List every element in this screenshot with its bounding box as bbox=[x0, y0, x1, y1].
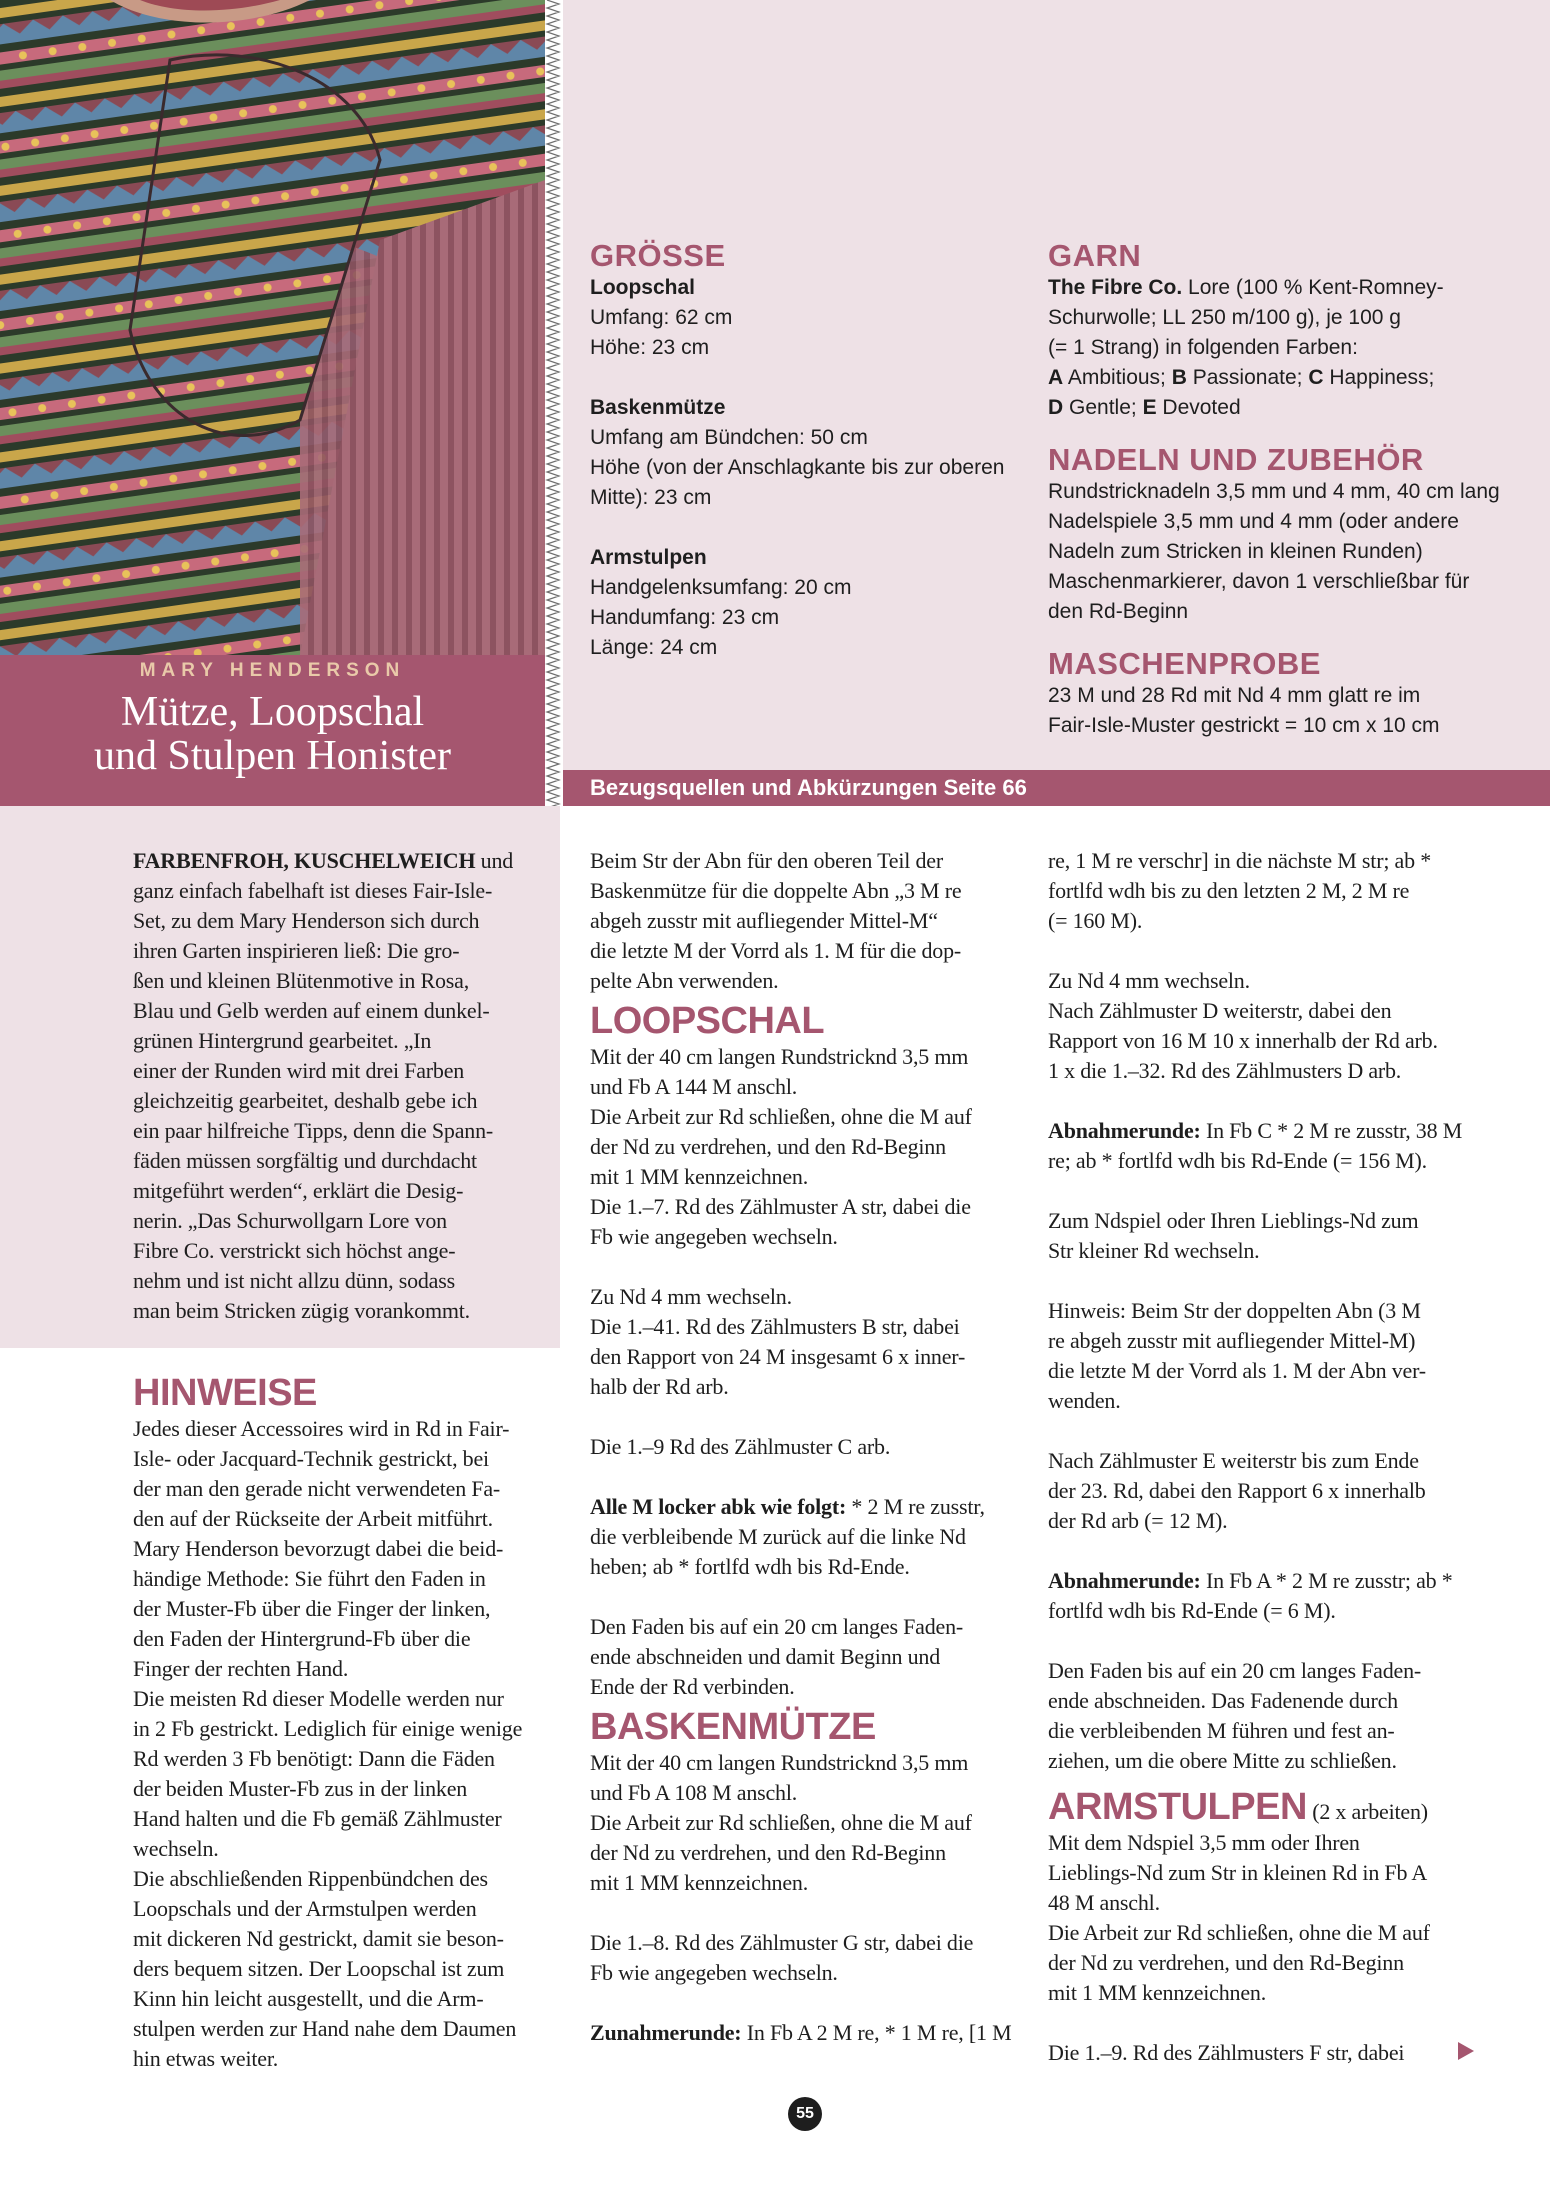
needles-line: Nadeln zum Stricken in kleinen Runden) bbox=[1048, 540, 1423, 563]
cowl-heading: LOOPSCHAL bbox=[590, 1000, 825, 1042]
bindoff-label: Alle M locker abk wie folgt: bbox=[590, 1494, 847, 1519]
color-code: D bbox=[1048, 396, 1064, 419]
cowl-line: die verbleibende M zurück auf die linke Nd bbox=[590, 1524, 966, 1549]
notes-line: der man den gerade nicht verwendeten Fa- bbox=[133, 1476, 501, 1501]
hat-note-line: Baskenmütze für die doppelte Abn „3 M re bbox=[590, 878, 962, 903]
beret-heading: BASKENMÜTZE bbox=[590, 1706, 876, 1748]
page-number: 55 bbox=[788, 2097, 822, 2131]
hat-note-line: Beim Str der Abn für den oberen Teil der bbox=[590, 848, 943, 873]
zigzag-edge bbox=[545, 0, 563, 806]
beret-line: Die Arbeit zur Rd schließen, ohne die M auf bbox=[590, 1810, 972, 1835]
size-hat-label: Baskenmütze bbox=[590, 396, 726, 419]
color-name: Devoted bbox=[1156, 396, 1241, 419]
title-line-2: und Stulpen Honister bbox=[94, 733, 451, 779]
color-code: B bbox=[1171, 366, 1187, 389]
beret-line: Str kleiner Rd wechseln. bbox=[1048, 1238, 1260, 1263]
notes-line: Die abschließenden Rippenbündchen des bbox=[133, 1866, 488, 1891]
size-hat-line: Höhe (von der Anschlagkante bis zur oberen bbox=[590, 456, 1005, 479]
cowl-line: der Nd zu verdrehen, und den Rd-Beginn bbox=[590, 1134, 946, 1159]
needles-line: Rundstricknadeln 3,5 mm und 4 mm, 40 cm lang bbox=[1048, 480, 1500, 503]
armwarmers-heading-row bbox=[1048, 1786, 1498, 1828]
beret-line: der Rd arb (= 12 M). bbox=[1048, 1508, 1228, 1533]
intro-line: einer der Runden wird mit drei Farben bbox=[133, 1058, 465, 1083]
continue-arrow-icon bbox=[1458, 2042, 1474, 2060]
notes-line: Die meisten Rd dieser Modelle werden nur bbox=[133, 1686, 504, 1711]
beret-line: fortlfd wdh bis Rd-Ende (= 6 M). bbox=[1048, 1598, 1336, 1623]
intro-line: mitgeführt werden“, erklärt die Desig- bbox=[133, 1178, 464, 1203]
needles-line: Maschenmarkierer, davon 1 verschließbar für bbox=[1048, 570, 1470, 593]
intro-line: und bbox=[475, 848, 514, 873]
intro-line: Set, zu dem Mary Henderson sich durch bbox=[133, 908, 480, 933]
armwarmers-note: (2 x arbeiten) bbox=[1306, 1799, 1428, 1824]
intro-line: grünen Hintergrund gearbeitet. „In bbox=[133, 1028, 432, 1053]
intro-line: ein paar hilfreiche Tipps, denn die Spann- bbox=[133, 1118, 494, 1143]
size-loop-label: Loopschal bbox=[590, 276, 696, 299]
notes-line: hin etwas weiter. bbox=[133, 2046, 279, 2071]
intro-line: nehm und ist nicht allzu dünn, sodass bbox=[133, 1268, 455, 1293]
armwarmers-line: mit 1 MM kennzeichnen. bbox=[1048, 1980, 1266, 2005]
needles-line: den Rd-Beginn bbox=[1048, 600, 1189, 623]
beret-line: Zum Ndspiel oder Ihren Lieblings-Nd zum bbox=[1048, 1208, 1419, 1233]
cowl-line: ende abschneiden und damit Beginn und bbox=[590, 1644, 941, 1669]
notes-line: mit dickeren Nd gestrickt, damit sie beson- bbox=[133, 1926, 504, 1951]
beret-line: ziehen, um die obere Mitte zu schließen. bbox=[1048, 1748, 1397, 1773]
beret-line: die letzte M der Vorrd als 1. M der Abn ver- bbox=[1048, 1358, 1426, 1383]
cowl-line: Fb wie angegeben wechseln. bbox=[590, 1224, 838, 1249]
notes-section bbox=[133, 1372, 563, 2074]
color-code: A bbox=[1048, 366, 1064, 389]
yarn-line: Lore (100 % Kent-Romney- bbox=[1182, 276, 1444, 299]
decrease-label: Abnahmerunde: bbox=[1048, 1118, 1201, 1143]
notes-line: ders bequem sitzen. Der Loopschal ist zum bbox=[133, 1956, 505, 1981]
cowl-line: Mit der 40 cm langen Rundstricknd 3,5 mm bbox=[590, 1044, 969, 1069]
size-cuffs-line: Handumfang: 23 cm bbox=[590, 606, 780, 629]
beret-line: Rapport von 16 M 10 x innerhalb der Rd arb. bbox=[1048, 1028, 1438, 1053]
beret-line: der 23. Rd, dabei den Rapport 6 x innerhalb bbox=[1048, 1478, 1426, 1503]
beret-line: In Fb C * 2 M re zusstr, 38 M bbox=[1200, 1118, 1463, 1143]
beret-line: Hinweis: Beim Str der doppelten Abn (3 M bbox=[1048, 1298, 1421, 1323]
notes-line: Loopschals und der Armstulpen werden bbox=[133, 1896, 477, 1921]
gauge-line: Fair-Isle-Muster gestrickt = 10 cm x 10 cm bbox=[1048, 714, 1440, 737]
title-line-1: Mütze, Loopschal bbox=[120, 689, 425, 735]
intro-line: ganz einfach fabelhaft ist dieses Fair-Isle- bbox=[133, 878, 493, 903]
beret-line: die verbleibenden M führen und fest an- bbox=[1048, 1718, 1395, 1743]
cowl-line: den Rapport von 24 M insgesamt 6 x inner- bbox=[590, 1344, 966, 1369]
beret-line: 1 x die 1.–32. Rd des Zählmusters D arb. bbox=[1048, 1058, 1402, 1083]
intro-lead: FARBENFROH, KUSCHELWEICH bbox=[133, 848, 476, 873]
beret-line: Die 1.–8. Rd des Zählmuster G str, dabei die bbox=[590, 1930, 974, 1955]
cowl-line: Die 1.–41. Rd des Zählmusters B str, dabei bbox=[590, 1314, 960, 1339]
intro-line: gleichzeitig gearbeitet, deshalb gebe ich bbox=[133, 1088, 478, 1113]
color-name: Happiness; bbox=[1323, 366, 1435, 389]
cowl-line: und Fb A 144 M anschl. bbox=[590, 1074, 798, 1099]
beret-line: Zu Nd 4 mm wechseln. bbox=[1048, 968, 1250, 993]
size-cuffs-line: Handgelenksumfang: 20 cm bbox=[590, 576, 852, 599]
hat-note-line: die letzte M der Vorrd als 1. M für die dop- bbox=[590, 938, 962, 963]
notes-line: der beiden Muster-Fb zus in der linken bbox=[133, 1776, 468, 1801]
color-name: Passionate; bbox=[1186, 366, 1309, 389]
beret-line: re, 1 M re verschr] in die nächste M str; ab * bbox=[1048, 848, 1432, 873]
notes-line: Rd werden 3 Fb benötigt: Dann die Fäden bbox=[133, 1746, 495, 1771]
beret-line: In Fb A 2 M re, * 1 M re, [1 M bbox=[741, 2020, 1012, 2045]
sources-note: Bezugsquellen und Abkürzungen Seite 66 bbox=[590, 775, 1027, 800]
notes-line: Isle- oder Jacquard-Technik gestrickt, bei bbox=[133, 1446, 489, 1471]
cowl-line: Die 1.–7. Rd des Zählmuster A str, dabei die bbox=[590, 1194, 971, 1219]
notes-line: Finger der rechten Hand. bbox=[133, 1656, 349, 1681]
column-three bbox=[1048, 846, 1498, 2068]
size-hat-line: Umfang am Bündchen: 50 cm bbox=[590, 426, 868, 449]
beret-line: fortlfd wdh bis zu den letzten 2 M, 2 M re bbox=[1048, 878, 1410, 903]
page-title bbox=[0, 690, 545, 778]
beret-line: Den Faden bis auf ein 20 cm langes Faden- bbox=[1048, 1658, 1422, 1683]
intro-line: ihren Garten inspirieren ließ: Die gro- bbox=[133, 938, 460, 963]
intro-text bbox=[133, 846, 563, 1326]
size-loop-line: Umfang: 62 cm bbox=[590, 306, 733, 329]
beret-line: mit 1 MM kennzeichnen. bbox=[590, 1870, 808, 1895]
cowl-line: mit 1 MM kennzeichnen. bbox=[590, 1164, 808, 1189]
notes-line: händige Methode: Sie führt den Faden in bbox=[133, 1566, 486, 1591]
size-loop-line: Höhe: 23 cm bbox=[590, 336, 710, 359]
cowl-line: Den Faden bis auf ein 20 cm langes Faden- bbox=[590, 1614, 964, 1639]
notes-line: in 2 Fb gestrickt. Lediglich für einige wenige bbox=[133, 1716, 523, 1741]
armwarmers-line: Die Arbeit zur Rd schließen, ohne die M auf bbox=[1048, 1920, 1430, 1945]
color-name: Gentle; bbox=[1063, 396, 1143, 419]
armwarmers-line: Lieblings-Nd zum Str in kleinen Rd in Fb A bbox=[1048, 1860, 1428, 1885]
cowl-line: heben; ab * fortlfd wdh bis Rd-Ende. bbox=[590, 1554, 910, 1579]
author-name: MARY HENDERSON bbox=[139, 660, 406, 681]
armwarmers-line: Mit dem Ndspiel 3,5 mm oder Ihren bbox=[1048, 1830, 1360, 1855]
beret-line: ende abschneiden. Das Fadenende durch bbox=[1048, 1688, 1398, 1713]
yarn-section bbox=[1048, 239, 1518, 741]
hat-note-line: pelte Abn verwenden. bbox=[590, 968, 779, 993]
armwarmers-heading: ARMSTULPEN bbox=[1048, 1786, 1307, 1828]
notes-line: der Muster-Fb über die Finger der linken, bbox=[133, 1596, 491, 1621]
beret-line: re; ab * fortlfd wdh bis Rd-Ende (= 156 M). bbox=[1048, 1148, 1427, 1173]
needles-heading: NADELN UND ZUBEHÖR bbox=[1048, 442, 1424, 477]
intro-line: Blau und Gelb werden auf einem dunkel- bbox=[133, 998, 490, 1023]
notes-line: den auf der Rückseite der Arbeit mitführt. bbox=[133, 1506, 493, 1531]
intro-line: fäden müssen sorgfältig und durchdacht bbox=[133, 1148, 477, 1173]
cowl-line: Die 1.–9 Rd des Zählmuster C arb. bbox=[590, 1434, 891, 1459]
decrease-label: Abnahmerunde: bbox=[1048, 1568, 1201, 1593]
yarn-line: Schurwolle; LL 250 m/100 g), je 100 g bbox=[1048, 306, 1401, 329]
intro-line: ßen und kleinen Blütenmotive in Rosa, bbox=[133, 968, 469, 993]
cowl-line: Zu Nd 4 mm wechseln. bbox=[590, 1284, 792, 1309]
beret-line: Fb wie angegeben wechseln. bbox=[590, 1960, 838, 1985]
size-cuffs-line: Länge: 24 cm bbox=[590, 636, 718, 659]
beret-line: der Nd zu verdrehen, und den Rd-Beginn bbox=[590, 1840, 946, 1865]
notes-line: Jedes dieser Accessoires wird in Rd in Fair- bbox=[133, 1416, 510, 1441]
notes-line: Kinn hin leicht ausgestellt, und die Arm- bbox=[133, 1986, 484, 2011]
notes-line: Mary Henderson bevorzugt dabei die beid- bbox=[133, 1536, 504, 1561]
column-two bbox=[590, 846, 1020, 2048]
beret-line: (= 160 M). bbox=[1048, 908, 1143, 933]
beret-line: Nach Zählmuster E weiterstr bis zum Ende bbox=[1048, 1448, 1419, 1473]
increase-label: Zunahmerunde: bbox=[590, 2020, 742, 2045]
beret-line: Nach Zählmuster D weiterstr, dabei den bbox=[1048, 998, 1392, 1023]
intro-line: nerin. „Das Schurwollgarn Lore von bbox=[133, 1208, 447, 1233]
knitted-mittens-photo bbox=[0, 0, 545, 655]
yarn-brand: The Fibre Co. bbox=[1048, 276, 1183, 299]
armwarmers-line: 48 M anschl. bbox=[1048, 1890, 1160, 1915]
color-code: C bbox=[1308, 366, 1324, 389]
armwarmers-line: Die 1.–9. Rd des Zählmusters F str, dabei bbox=[1048, 2040, 1405, 2065]
notes-line: wechseln. bbox=[133, 1836, 219, 1861]
armwarmers-line: der Nd zu verdrehen, und den Rd-Beginn bbox=[1048, 1950, 1404, 1975]
cowl-line: * 2 M re zusstr, bbox=[846, 1494, 985, 1519]
size-heading: GRÖSSE bbox=[590, 238, 726, 273]
notes-line: stulpen werden zur Hand nahe dem Daumen bbox=[133, 2016, 517, 2041]
size-cuffs-label: Armstulpen bbox=[590, 546, 707, 569]
intro-line: Fibre Co. verstrickt sich höchst ange- bbox=[133, 1238, 456, 1263]
beret-line: und Fb A 108 M anschl. bbox=[590, 1780, 798, 1805]
color-code: E bbox=[1142, 396, 1157, 419]
knitted-mittens-illustration bbox=[0, 0, 545, 655]
intro-line: man beim Stricken zügig vorankommt. bbox=[133, 1298, 470, 1323]
size-section bbox=[590, 239, 1020, 663]
notes-line: Hand halten und die Fb gemäß Zählmuster bbox=[133, 1806, 502, 1831]
beret-line: In Fb A * 2 M re zusstr; ab * bbox=[1200, 1568, 1453, 1593]
color-name: Ambitious; bbox=[1063, 366, 1172, 389]
notes-heading: HINWEISE bbox=[133, 1372, 317, 1414]
yarn-line: (= 1 Strang) in folgenden Farben: bbox=[1048, 336, 1358, 359]
beret-line: re abgeh zusstr mit aufliegender Mittel-M) bbox=[1048, 1328, 1416, 1353]
needles-line: Nadelspiele 3,5 mm und 4 mm (oder andere bbox=[1048, 510, 1459, 533]
size-hat-line: Mitte): 23 cm bbox=[590, 486, 712, 509]
cowl-line: halb der Rd arb. bbox=[590, 1374, 729, 1399]
beret-line: wenden. bbox=[1048, 1388, 1121, 1413]
notes-line: den Faden der Hintergrund-Fb über die bbox=[133, 1626, 471, 1651]
cowl-line: Die Arbeit zur Rd schließen, ohne die M auf bbox=[590, 1104, 972, 1129]
hat-note-line: abgeh zusstr mit aufliegender Mittel-M“ bbox=[590, 908, 938, 933]
cowl-line: Ende der Rd verbinden. bbox=[590, 1674, 795, 1699]
beret-line: Mit der 40 cm langen Rundstricknd 3,5 mm bbox=[590, 1750, 969, 1775]
gauge-line: 23 M und 28 Rd mit Nd 4 mm glatt re im bbox=[1048, 684, 1421, 707]
gauge-heading: MASCHENPROBE bbox=[1048, 646, 1321, 681]
yarn-heading: GARN bbox=[1048, 238, 1142, 273]
